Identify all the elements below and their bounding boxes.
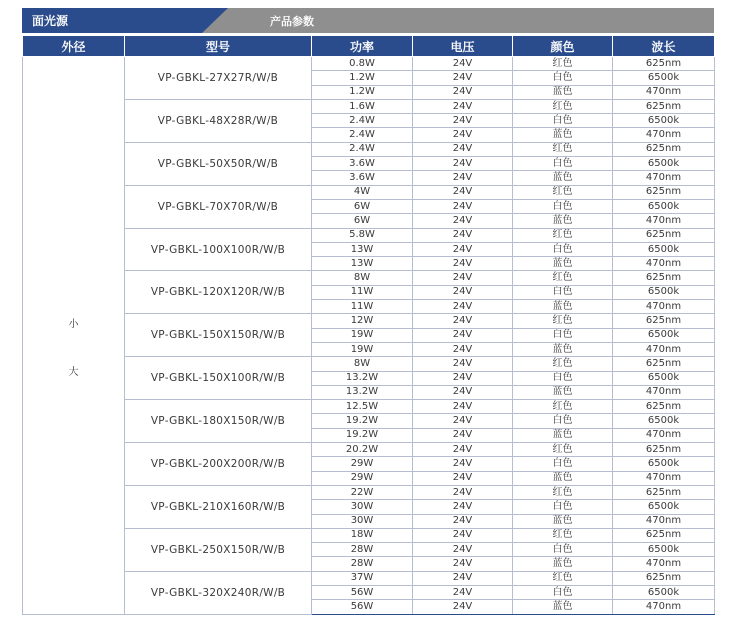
- wavelength-cell: 470nm: [613, 428, 715, 442]
- power-cell: 11W: [312, 285, 413, 299]
- model-cell: VP-GBKL-120X120R/W/B: [125, 271, 312, 314]
- color-cell: 白色: [513, 199, 613, 213]
- wavelength-cell: 470nm: [613, 385, 715, 399]
- wavelength-cell: 6500k: [613, 157, 715, 171]
- power-cell: 13.2W: [312, 385, 413, 399]
- color-cell: 红色: [513, 228, 613, 242]
- power-cell: 13W: [312, 257, 413, 271]
- voltage-cell: 24V: [413, 514, 513, 528]
- voltage-cell: 24V: [413, 400, 513, 414]
- col-header-voltage: 电压: [413, 36, 513, 57]
- wavelength-cell: 6500k: [613, 500, 715, 514]
- color-cell: 红色: [513, 357, 613, 371]
- voltage-cell: 24V: [413, 485, 513, 499]
- color-cell: 蓝色: [513, 385, 613, 399]
- table-header-row: [23, 36, 715, 57]
- size-label-small: 小: [68, 319, 79, 330]
- power-cell: 3.6W: [312, 157, 413, 171]
- power-cell: 12.5W: [312, 400, 413, 414]
- color-cell: 白色: [513, 543, 613, 557]
- section-title: 产品参数: [270, 15, 314, 28]
- power-cell: 30W: [312, 500, 413, 514]
- color-cell: 白色: [513, 457, 613, 471]
- power-cell: 2.4W: [312, 142, 413, 156]
- wavelength-cell: 625nm: [613, 357, 715, 371]
- wavelength-cell: 6500k: [613, 71, 715, 85]
- color-cell: 白色: [513, 285, 613, 299]
- table-row: [23, 228, 715, 242]
- voltage-cell: 24V: [413, 142, 513, 156]
- color-cell: 白色: [513, 500, 613, 514]
- voltage-cell: 24V: [413, 371, 513, 385]
- wavelength-cell: 470nm: [613, 514, 715, 528]
- model-cell: VP-GBKL-150X100R/W/B: [125, 357, 312, 400]
- power-cell: 28W: [312, 543, 413, 557]
- voltage-cell: 24V: [413, 342, 513, 356]
- power-cell: 1.6W: [312, 99, 413, 113]
- voltage-cell: 24V: [413, 285, 513, 299]
- voltage-cell: 24V: [413, 157, 513, 171]
- power-cell: 29W: [312, 457, 413, 471]
- voltage-cell: 24V: [413, 543, 513, 557]
- voltage-cell: 24V: [413, 571, 513, 585]
- product-spec-table: [22, 35, 715, 615]
- power-cell: 29W: [312, 471, 413, 485]
- voltage-cell: 24V: [413, 257, 513, 271]
- power-cell: 11W: [312, 300, 413, 314]
- wavelength-cell: 470nm: [613, 342, 715, 356]
- color-cell: 白色: [513, 371, 613, 385]
- color-cell: 蓝色: [513, 85, 613, 99]
- size-label-large: 大: [68, 367, 79, 378]
- power-cell: 1.2W: [312, 71, 413, 85]
- section-header: [22, 8, 714, 33]
- table-row: [23, 142, 715, 156]
- wavelength-cell: 6500k: [613, 414, 715, 428]
- col-header-model: 型号: [125, 36, 312, 57]
- wavelength-cell: 625nm: [613, 485, 715, 499]
- wavelength-cell: 625nm: [613, 99, 715, 113]
- power-cell: 37W: [312, 571, 413, 585]
- color-cell: 白色: [513, 157, 613, 171]
- power-cell: 19.2W: [312, 414, 413, 428]
- wavelength-cell: 6500k: [613, 114, 715, 128]
- color-cell: 红色: [513, 99, 613, 113]
- power-cell: 56W: [312, 600, 413, 614]
- model-cell: VP-GBKL-70X70R/W/B: [125, 185, 312, 228]
- power-cell: 30W: [312, 514, 413, 528]
- power-cell: 3.6W: [312, 171, 413, 185]
- color-cell: 蓝色: [513, 214, 613, 228]
- voltage-cell: 24V: [413, 471, 513, 485]
- color-cell: 红色: [513, 443, 613, 457]
- power-cell: 22W: [312, 485, 413, 499]
- power-cell: 56W: [312, 585, 413, 599]
- color-cell: 红色: [513, 142, 613, 156]
- power-cell: 0.8W: [312, 57, 413, 71]
- voltage-cell: 24V: [413, 585, 513, 599]
- color-cell: 白色: [513, 414, 613, 428]
- power-cell: 19W: [312, 328, 413, 342]
- model-cell: VP-GBKL-50X50R/W/B: [125, 142, 312, 185]
- voltage-cell: 24V: [413, 185, 513, 199]
- voltage-cell: 24V: [413, 314, 513, 328]
- power-cell: 19.2W: [312, 428, 413, 442]
- color-cell: 蓝色: [513, 557, 613, 571]
- voltage-cell: 24V: [413, 428, 513, 442]
- wavelength-cell: 470nm: [613, 214, 715, 228]
- color-cell: 白色: [513, 328, 613, 342]
- voltage-cell: 24V: [413, 357, 513, 371]
- color-cell: 蓝色: [513, 471, 613, 485]
- color-cell: 白色: [513, 585, 613, 599]
- voltage-cell: 24V: [413, 271, 513, 285]
- color-cell: 蓝色: [513, 600, 613, 614]
- category-title: 面光源: [32, 14, 69, 28]
- wavelength-cell: 625nm: [613, 571, 715, 585]
- table-row: [23, 314, 715, 328]
- table-row: [23, 485, 715, 499]
- power-cell: 8W: [312, 271, 413, 285]
- voltage-cell: 24V: [413, 214, 513, 228]
- wavelength-cell: 6500k: [613, 585, 715, 599]
- model-cell: VP-GBKL-180X150R/W/B: [125, 400, 312, 443]
- model-cell: VP-GBKL-200X200R/W/B: [125, 443, 312, 486]
- color-cell: 红色: [513, 271, 613, 285]
- color-cell: 蓝色: [513, 514, 613, 528]
- power-cell: 4W: [312, 185, 413, 199]
- power-cell: 12W: [312, 314, 413, 328]
- color-cell: 红色: [513, 528, 613, 542]
- color-cell: 蓝色: [513, 342, 613, 356]
- col-header-power: 功率: [312, 36, 413, 57]
- power-cell: 1.2W: [312, 85, 413, 99]
- wavelength-cell: 470nm: [613, 557, 715, 571]
- table-row: [23, 357, 715, 371]
- model-cell: VP-GBKL-150X150R/W/B: [125, 314, 312, 357]
- power-cell: 18W: [312, 528, 413, 542]
- voltage-cell: 24V: [413, 171, 513, 185]
- table-row: [23, 400, 715, 414]
- col-header-size: 外径: [23, 36, 125, 57]
- size-cell: [23, 57, 125, 615]
- model-cell: VP-GBKL-320X240R/W/B: [125, 571, 312, 614]
- wavelength-cell: 625nm: [613, 57, 715, 71]
- color-cell: 蓝色: [513, 300, 613, 314]
- color-cell: 红色: [513, 314, 613, 328]
- col-header-wavelength: 波长: [613, 36, 715, 57]
- voltage-cell: 24V: [413, 57, 513, 71]
- wavelength-cell: 6500k: [613, 328, 715, 342]
- model-cell: VP-GBKL-250X150R/W/B: [125, 528, 312, 571]
- wavelength-cell: 470nm: [613, 300, 715, 314]
- model-cell: VP-GBKL-210X160R/W/B: [125, 485, 312, 528]
- power-cell: 20.2W: [312, 443, 413, 457]
- voltage-cell: 24V: [413, 443, 513, 457]
- power-cell: 6W: [312, 199, 413, 213]
- color-cell: 红色: [513, 185, 613, 199]
- power-cell: 5.8W: [312, 228, 413, 242]
- color-cell: 蓝色: [513, 257, 613, 271]
- tab-notch: [202, 8, 228, 33]
- wavelength-cell: 470nm: [613, 471, 715, 485]
- voltage-cell: 24V: [413, 300, 513, 314]
- voltage-cell: 24V: [413, 199, 513, 213]
- power-cell: 6W: [312, 214, 413, 228]
- color-cell: 红色: [513, 485, 613, 499]
- power-cell: 19W: [312, 342, 413, 356]
- wavelength-cell: 470nm: [613, 600, 715, 614]
- voltage-cell: 24V: [413, 500, 513, 514]
- voltage-cell: 24V: [413, 228, 513, 242]
- wavelength-cell: 470nm: [613, 128, 715, 142]
- color-cell: 红色: [513, 57, 613, 71]
- voltage-cell: 24V: [413, 414, 513, 428]
- table-row: [23, 528, 715, 542]
- table-row: [23, 571, 715, 585]
- power-cell: 2.4W: [312, 128, 413, 142]
- wavelength-cell: 625nm: [613, 185, 715, 199]
- power-cell: 13.2W: [312, 371, 413, 385]
- wavelength-cell: 6500k: [613, 457, 715, 471]
- table-row: [23, 443, 715, 457]
- voltage-cell: 24V: [413, 128, 513, 142]
- wavelength-cell: 625nm: [613, 314, 715, 328]
- voltage-cell: 24V: [413, 528, 513, 542]
- color-cell: 蓝色: [513, 428, 613, 442]
- voltage-cell: 24V: [413, 385, 513, 399]
- wavelength-cell: 625nm: [613, 528, 715, 542]
- color-cell: 白色: [513, 71, 613, 85]
- power-cell: 8W: [312, 357, 413, 371]
- wavelength-cell: 6500k: [613, 285, 715, 299]
- wavelength-cell: 625nm: [613, 228, 715, 242]
- wavelength-cell: 625nm: [613, 142, 715, 156]
- voltage-cell: 24V: [413, 557, 513, 571]
- voltage-cell: 24V: [413, 114, 513, 128]
- power-cell: 28W: [312, 557, 413, 571]
- wavelength-cell: 625nm: [613, 443, 715, 457]
- wavelength-cell: 6500k: [613, 199, 715, 213]
- wavelength-cell: 470nm: [613, 85, 715, 99]
- power-cell: 13W: [312, 242, 413, 256]
- color-cell: 白色: [513, 242, 613, 256]
- col-header-color: 颜色: [513, 36, 613, 57]
- color-cell: 蓝色: [513, 128, 613, 142]
- color-cell: 白色: [513, 114, 613, 128]
- wavelength-cell: 6500k: [613, 543, 715, 557]
- power-cell: 2.4W: [312, 114, 413, 128]
- wavelength-cell: 470nm: [613, 171, 715, 185]
- model-cell: VP-GBKL-100X100R/W/B: [125, 228, 312, 271]
- model-cell: VP-GBKL-48X28R/W/B: [125, 99, 312, 142]
- wavelength-cell: 470nm: [613, 257, 715, 271]
- voltage-cell: 24V: [413, 457, 513, 471]
- voltage-cell: 24V: [413, 242, 513, 256]
- table-row: [23, 57, 715, 71]
- color-cell: 红色: [513, 571, 613, 585]
- voltage-cell: 24V: [413, 600, 513, 614]
- wavelength-cell: 625nm: [613, 271, 715, 285]
- color-cell: 蓝色: [513, 171, 613, 185]
- color-cell: 红色: [513, 400, 613, 414]
- voltage-cell: 24V: [413, 71, 513, 85]
- table-row: [23, 99, 715, 113]
- table-row: [23, 271, 715, 285]
- voltage-cell: 24V: [413, 328, 513, 342]
- wavelength-cell: 625nm: [613, 400, 715, 414]
- voltage-cell: 24V: [413, 99, 513, 113]
- model-cell: VP-GBKL-27X27R/W/B: [125, 57, 312, 100]
- table-body: [23, 57, 715, 615]
- table-row: [23, 185, 715, 199]
- wavelength-cell: 6500k: [613, 371, 715, 385]
- wavelength-cell: 6500k: [613, 242, 715, 256]
- voltage-cell: 24V: [413, 85, 513, 99]
